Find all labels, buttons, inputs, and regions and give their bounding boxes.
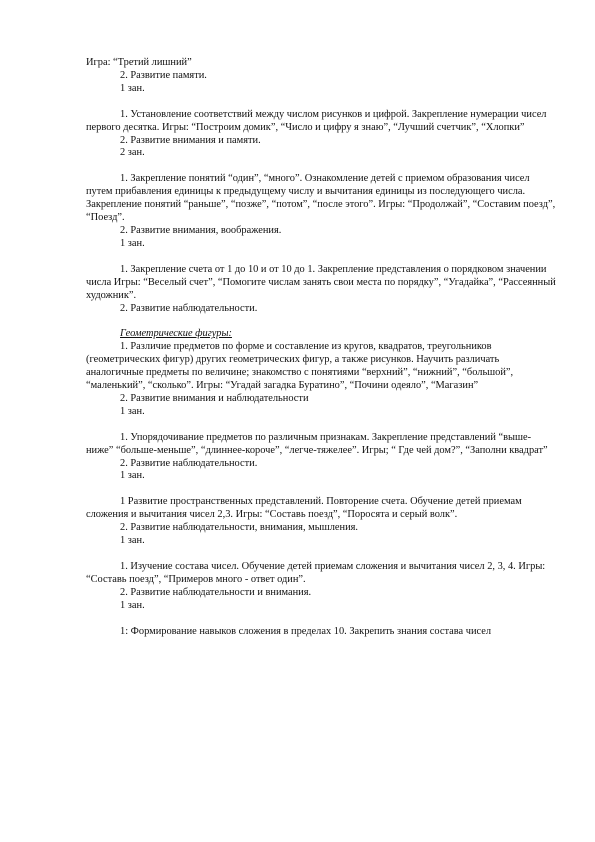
text-line: 1 зан. <box>120 82 145 94</box>
text-line: 1 зан. <box>120 405 145 417</box>
paragraph: 1. Закрепление счета от 1 до 10 и от 10 до 1. Закрепление представления о порядковом значении числа Игры: “Веселый счет”, “Помогите числам занять свои места по порядку”, “Угадайка”, “Рассеянный художник”. <box>86 263 556 301</box>
paragraph: 1 Развитие пространственных представлений. Повторение счета. Обучение детей приемам сложения и вычитания чисел 2,3. Игры: “Составь поезд”, “Поросята и серый волк”. <box>86 496 522 521</box>
paragraph: 1. Изучение состава чисел. Обучение детей приемам сложения и вычитания чисел 2, 3, 4. Игры: “Составь поезд”, “Примеров много - ответ один”. <box>86 561 546 585</box>
text-line: 1 зан. <box>120 237 145 249</box>
text-line: 1 зан. <box>120 470 145 482</box>
text-line: 2. Развитие памяти. <box>120 69 207 81</box>
text-line: 2. Развитие внимания и памяти. <box>120 134 261 146</box>
section-heading: Геометрические фигуры: <box>120 328 232 340</box>
document-body <box>86 57 556 639</box>
paragraph: 1. Установление соответствий между числом рисунков и цифрой. Закрепление нумерации чисел первого десятка. Игры: “Построим домик”, “Число и цифру я знаю”, “Лучший счетчик”, “Хлопки” <box>86 108 547 133</box>
text-line: 2. Развитие наблюдательности и внимания. <box>120 586 312 598</box>
paragraph: 1: Формирование навыков сложения в пределах 10. Закрепить знания состава чисел <box>120 625 492 637</box>
text-line: 1 зан. <box>120 599 145 611</box>
text-line: 2 зан. <box>120 147 145 159</box>
text-line: 2. Развитие внимания и наблюдательности <box>120 392 309 404</box>
text-line: 2. Развитие наблюдательности, внимания, мышления. <box>120 522 359 534</box>
text-line: 2. Развитие внимания, воображения. <box>120 224 282 236</box>
paragraph: 1. Различие предметов по форме и составление из кругов, квадратов, треугольников (геометрических фигур) других геометрических фигур, а также рисунков. Научить различать аналогичные предметы по величине; знакомство с понятиями “верхний”, “нижний”, “большой”, “маленький”, “сколько”. Игры: “Угадай загадка Буратино”, “Почини одеяло”, “Магазин” <box>86 341 514 392</box>
text-line: 2. Развитие наблюдательности. <box>120 457 258 469</box>
text-line: 1 зан. <box>120 535 145 547</box>
paragraph: 1. Упорядочивание предметов по различным признакам. Закрепление представлений “выше-ниже” “больше-меньше”, “длиннее-короче”, “легче-тяжелее”. Игры; “ Где чей дом?”, “Заполни квадрат” <box>86 431 548 456</box>
text-line: 2. Развитие наблюдательности. <box>120 302 258 314</box>
text-line: Игра: “Третий лишний” <box>86 57 192 68</box>
paragraph: 1. Закрепление понятий “один”, “много”. Ознакомление детей с приемом образования чисел путем прибавления единицы к предыдущему числу и вычитания единицы из последующего числа. Закрепление понятий “раньше”, “позже”, “потом”, “после этого”. Игры: “Продолжай”, “Составим поезд”, “Поезд”. <box>86 173 556 224</box>
